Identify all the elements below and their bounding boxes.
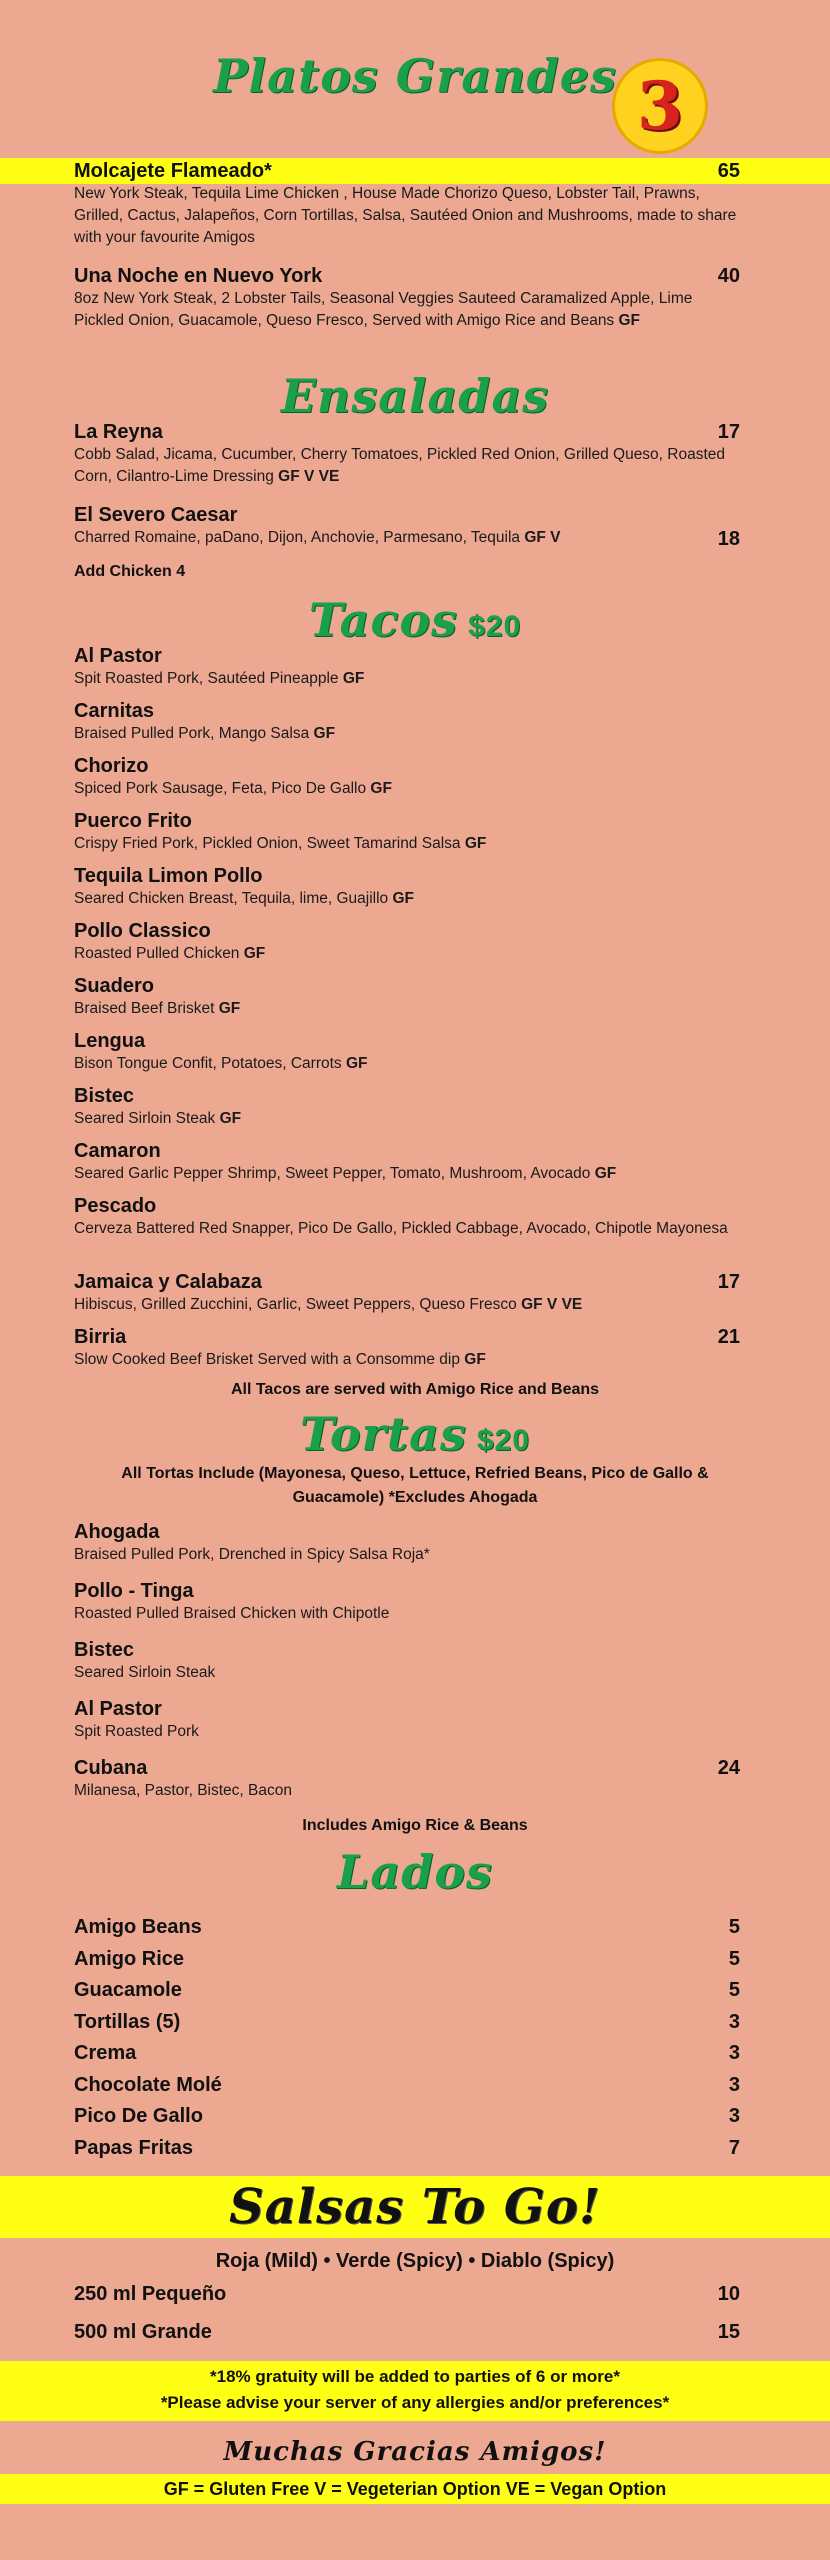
item-name: Puerco Frito — [74, 810, 192, 832]
diet-tags: GF — [594, 1165, 617, 1182]
platos-title: Platos Grandes — [213, 49, 617, 103]
diet-tags: GF — [370, 780, 392, 797]
item-desc — [74, 1053, 740, 1075]
item-name: Chorizo — [74, 755, 149, 777]
item-price: 24 — [717, 1757, 740, 1779]
item-desc — [74, 778, 740, 800]
side-item — [74, 1943, 740, 1975]
desc-text: Charred Romaine, paDano, Dijon, Anchovie, Parmesano, Tequila — [74, 529, 521, 546]
menu-item — [74, 1084, 740, 1130]
item-price: 7 — [728, 2136, 740, 2159]
menu-item — [74, 1520, 740, 1566]
item-name: Tortillas (5) — [74, 2010, 181, 2033]
item-name: Lengua — [74, 1030, 146, 1052]
side-item — [74, 2132, 740, 2164]
tortas-title — [0, 1406, 830, 1469]
item-desc — [74, 888, 740, 910]
item-price: 5 — [728, 1947, 740, 1970]
menu-item — [74, 503, 740, 549]
menu-item — [74, 1638, 740, 1684]
size-name: 250 ml Pequeño — [74, 2283, 227, 2305]
diet-tags: GF — [464, 1351, 486, 1368]
desc-text: Braised Beef Brisket — [74, 1000, 215, 1017]
salsas-title: Salsas To Go! — [229, 2179, 601, 2235]
item-desc — [74, 998, 740, 1020]
desc-text: Slow Cooked Beef Brisket Served with a Consomme dip — [74, 1351, 465, 1368]
diet-tags: GF — [345, 1055, 368, 1072]
diet-tags: GF — [313, 725, 336, 742]
item-name: Bistec — [74, 1085, 135, 1107]
item-name: Guacamole — [74, 1979, 182, 2001]
tortas-price: $20 — [476, 1424, 530, 1457]
item-desc — [74, 1662, 740, 1684]
diet-tags: GF — [618, 312, 641, 329]
item-desc — [74, 1780, 740, 1802]
item-name: Pollo - Tinga — [74, 1580, 194, 1602]
allergy-note: *Please advise your server of any allergies and/or preferences* — [160, 2393, 670, 2412]
salsa-size — [74, 2278, 740, 2310]
item-name: El Severo Caesar — [74, 504, 238, 526]
desc-text: Roasted Pulled Braised Chicken with Chipotle — [74, 1605, 390, 1622]
item-desc — [74, 723, 740, 745]
item-name: Camaron — [74, 1140, 161, 1162]
gratuity-note: *18% gratuity will be added to parties of 6 or more* — [210, 2367, 620, 2386]
desc-text: Milanesa, Pastor, Bistec, Bacon — [74, 1782, 292, 1799]
menu-item — [74, 1194, 740, 1240]
item-name: Chocolate Molé — [74, 2073, 222, 2096]
item-price: 3 — [728, 2042, 740, 2064]
item-price: 40 — [717, 265, 740, 287]
item-price: 18 — [717, 528, 740, 550]
item-desc — [74, 668, 740, 690]
item-desc — [74, 1603, 740, 1625]
tortas-title-text: Tortas — [300, 1407, 467, 1461]
menu-item — [74, 974, 740, 1020]
desc-text: New York Steak, Tequila Lime Chicken , House Made Chorizo Queso, Lobster Tail, Prawns, Grilled, Cactus, Jalapeños, Corn Tortillas, Salsa, Sautéed Onion and Mushrooms, made to share with your favourite Amigos — [74, 185, 737, 246]
thanks-text: Muchas Gracias Amigos! — [223, 2437, 607, 2467]
diet-tags: GF V VE — [278, 468, 340, 485]
tortas-note: Includes Amigo Rice & Beans — [302, 1817, 528, 1834]
item-desc — [74, 444, 740, 488]
tacos-title-text: Tacos — [308, 593, 459, 647]
menu-item — [74, 159, 740, 249]
item-name: Amigo Rice — [74, 1947, 185, 1970]
tacos-note: All Tacos are served with Amigo Rice and Beans — [230, 1381, 600, 1398]
item-name: Cubana — [74, 1757, 148, 1779]
desc-text: Braised Pulled Pork, Drenched in Spicy Salsa Roja* — [74, 1546, 430, 1563]
ensaladas-title: Ensaladas — [280, 369, 550, 423]
salsa-flavors: Roja (Mild) • Verde (Spicy) • Diablo (Spicy) — [215, 2250, 615, 2272]
size-price: 10 — [717, 2283, 740, 2305]
item-desc — [74, 1721, 740, 1743]
item-price: 5 — [728, 1916, 740, 1938]
diet-tags: GF — [342, 670, 365, 687]
item-name: Pescado — [74, 1195, 157, 1217]
item-name: Al Pastor — [74, 645, 162, 667]
item-name: Una Noche en Nuevo York — [74, 265, 323, 287]
page-number-badge: 3 — [612, 58, 708, 154]
item-name: La Reyna — [74, 421, 163, 443]
menu-item — [74, 644, 740, 690]
item-price: 65 — [717, 160, 740, 182]
item-name: Tequila Limon Pollo — [74, 865, 263, 887]
side-item — [74, 1974, 740, 2006]
item-desc — [74, 1108, 740, 1130]
desc-text: Cerveza Battered Red Snapper, Pico De Gallo, Pickled Cabbage, Avocado, Chipotle Mayonesa — [74, 1220, 728, 1237]
diet-legend: GF = Gluten Free V = Vegeterian Option VE = Vegan Option — [163, 2479, 667, 2499]
diet-tags: GF V VE — [521, 1296, 583, 1313]
desc-text: Seared Garlic Pepper Shrimp, Sweet Pepper, Tomato, Mushroom, Avocado — [74, 1165, 591, 1182]
item-price: 17 — [717, 421, 740, 443]
desc-text: 8oz New York Steak, 2 Lobster Tails, Seasonal Veggies Sauteed Caramalized Apple, Lime Pickled Onion, Guacamole, Queso Fresco, Served with Amigo Rice and Beans — [74, 290, 693, 329]
desc-text: Roasted Pulled Chicken — [74, 945, 240, 962]
desc-text: Cobb Salad, Jicama, Cucumber, Cherry Tomatoes, Pickled Red Onion, Grilled Queso, Roasted Corn, Cilantro-Lime Dressing — [74, 446, 726, 485]
item-price: 3 — [728, 2073, 740, 2096]
side-item — [74, 2037, 740, 2069]
item-desc — [74, 1544, 740, 1566]
item-name: Bistec — [74, 1639, 135, 1661]
item-desc — [74, 1349, 740, 1371]
item-price: 5 — [728, 1979, 740, 2001]
desc-text: Spiced Pork Sausage, Feta, Pico De Gallo — [74, 780, 367, 797]
side-item — [74, 2100, 740, 2132]
menu-item — [74, 1325, 740, 1371]
menu-item — [74, 1579, 740, 1625]
salsa-size — [74, 2316, 740, 2348]
item-desc — [74, 1163, 740, 1185]
item-name: Birria — [74, 1326, 127, 1348]
item-name: Molcajete Flameado* — [74, 160, 272, 182]
item-name: Pico De Gallo — [74, 2105, 203, 2127]
item-desc — [74, 1294, 740, 1316]
menu-item — [74, 1139, 740, 1185]
item-name: Papas Fritas — [74, 2136, 193, 2159]
item-name: Amigo Beans — [74, 1916, 202, 1938]
item-name: Al Pastor — [74, 1698, 162, 1720]
desc-text: Seared Sirloin Steak — [74, 1110, 220, 1127]
diet-tags: GF V — [524, 529, 561, 546]
side-item — [74, 1911, 740, 1943]
diet-tags: GF — [243, 945, 266, 962]
menu-item — [74, 809, 740, 855]
menu-item — [74, 1756, 740, 1802]
menu-item — [74, 699, 740, 745]
diet-tags: GF — [219, 1110, 242, 1127]
tortas-intro: All Tortas Include (Mayonesa, Queso, Lettuce, Refried Beans, Pico de Gallo & Guacamole) *Excludes Ahogada — [121, 1465, 709, 1506]
diet-tags: GF — [218, 1000, 241, 1017]
item-desc — [74, 833, 740, 855]
diet-tags: GF — [464, 835, 487, 852]
desc-text: Spit Roasted Pork — [74, 1723, 199, 1740]
menu-item — [74, 1697, 740, 1743]
size-price: 15 — [717, 2321, 740, 2343]
desc-text: Seared Sirloin Steak — [74, 1664, 216, 1681]
menu-item — [74, 1029, 740, 1075]
item-price: 17 — [717, 1271, 740, 1293]
item-desc — [74, 527, 740, 549]
item-name: Ahogada — [74, 1521, 160, 1543]
desc-text: Spit Roasted Pork, Sautéed Pineapple — [74, 670, 339, 687]
menu-item — [74, 1270, 740, 1316]
item-name: Crema — [74, 2042, 137, 2064]
desc-text: Seared Chicken Breast, Tequila, lime, Guajillo — [74, 890, 389, 907]
item-name: Jamaica y Calabaza — [74, 1271, 262, 1293]
menu-item — [74, 919, 740, 965]
menu-item — [74, 754, 740, 800]
lados-title: Lados — [337, 1845, 493, 1899]
menu-item — [74, 864, 740, 910]
menu-item — [74, 420, 740, 488]
side-item — [74, 2069, 740, 2101]
desc-text: Hibiscus, Grilled Zucchini, Garlic, Sweet Peppers, Queso Fresco — [74, 1296, 517, 1313]
tacos-price: $20 — [468, 610, 522, 643]
item-desc — [74, 1218, 740, 1240]
item-price: 3 — [728, 2010, 740, 2033]
menu-item — [74, 264, 740, 332]
size-name: 500 ml Grande — [74, 2321, 212, 2343]
item-desc — [74, 183, 740, 249]
item-desc — [74, 288, 740, 332]
desc-text: Bison Tongue Confit, Potatoes, Carrots — [74, 1055, 342, 1072]
item-name: Carnitas — [74, 700, 155, 722]
item-price: 3 — [728, 2105, 740, 2127]
addon-chicken: Add Chicken 4 — [74, 563, 186, 580]
side-item — [74, 2006, 740, 2038]
item-desc — [74, 943, 740, 965]
item-price: 21 — [717, 1326, 740, 1348]
item-name: Suadero — [74, 975, 155, 997]
desc-text: Braised Pulled Pork, Mango Salsa — [74, 725, 310, 742]
diet-tags: GF — [392, 890, 415, 907]
item-name: Pollo Classico — [74, 920, 211, 942]
desc-text: Crispy Fried Pork, Pickled Onion, Sweet Tamarind Salsa — [74, 835, 461, 852]
